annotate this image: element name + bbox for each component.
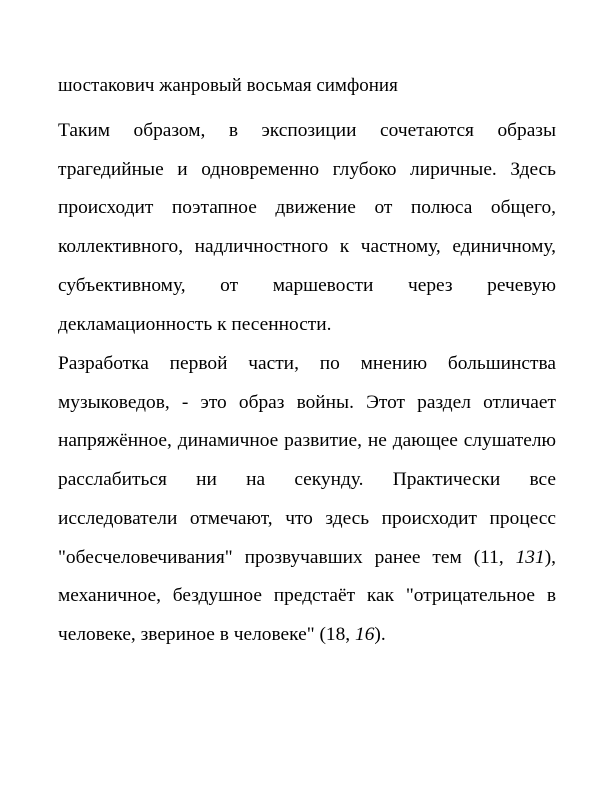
paragraph-1: Таким образом, в экспозиции сочетаются образы трагедийные и одновременно глубоко лиричные. Здесь происходит поэтапное движение от полюса общего, коллективного, надличностного к частному, единичному, субъективному, от маршевости через речевую декламационность к песенности. xyxy=(58,120,556,335)
paragraph-2-text-main: Разработка первой части, по мнению большинства музыковедов, - это образ войны. Этот раздел отличает напряжённое, динамичное развитие, не дающее слушателю расслабиться ни на секунду. Практически все исследователи отмечают, что здесь происходит процесс "обесчеловечивания" прозвучавших ранее тем (11, xyxy=(58,353,556,568)
citation-page-2: 16 xyxy=(355,623,375,645)
citation-page-1: 131 xyxy=(515,546,545,568)
document-heading: шостакович жанровый восьмая симфония xyxy=(58,75,398,96)
paragraph-2 xyxy=(58,345,556,655)
paragraph-2-text-end: ). xyxy=(374,623,386,645)
paragraph-2-text-mid: ), механичное, бездушное предстаёт как "отрицательное в человеке, звериное в человеке" (18, xyxy=(58,546,556,645)
